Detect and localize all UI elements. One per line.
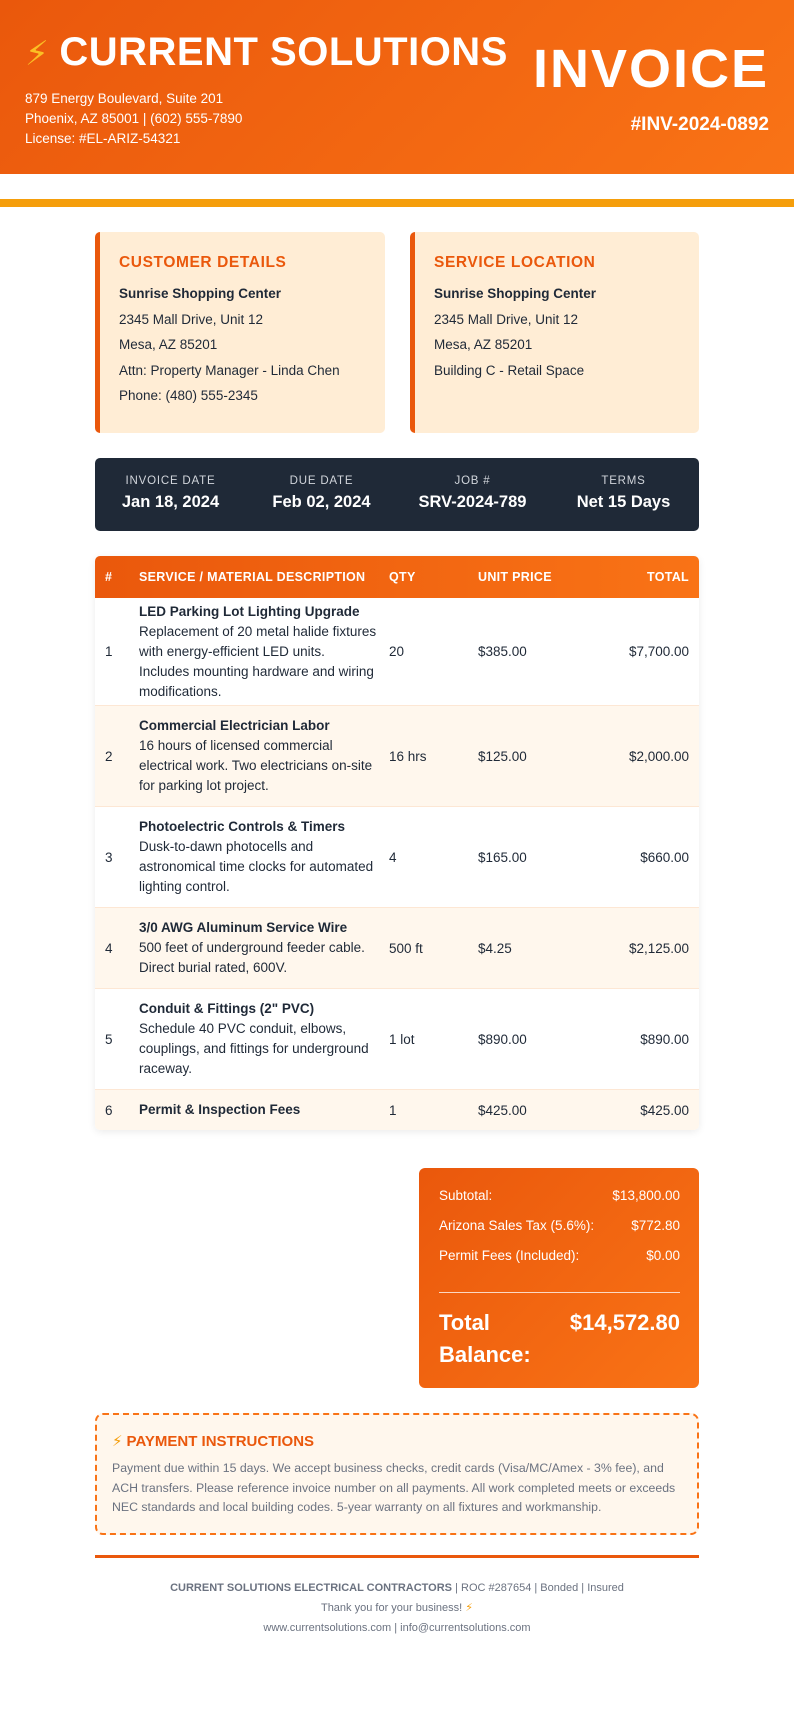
table-row: 6 Permit & Inspection Fees 1 $425.00 $425.00	[95, 1090, 699, 1130]
table-row: 3 Photoelectric Controls & Timers Dusk-to-dawn photocells and astronomical time clocks for automated lighting control. 4 $165.00 $660.00	[95, 807, 699, 908]
customer-details-card	[95, 232, 385, 433]
meta-job-number: JOB # SRV-2024-789	[418, 475, 527, 511]
footer	[95, 1578, 699, 1638]
invoice-number: #INV-2024-0892	[630, 114, 769, 135]
invoice-title: INVOICE	[532, 39, 769, 99]
subtotal-row: Subtotal: $13,800.00	[439, 1188, 680, 1203]
total-balance-row: Total Balance: $14,572.80	[439, 1310, 680, 1367]
line-items-table	[95, 556, 699, 1130]
company-name: ⚡ CURRENT SOLUTIONS	[25, 30, 508, 74]
service-location-card	[410, 232, 699, 433]
totals-box	[419, 1168, 699, 1388]
customer-line: Attn: Property Manager - Linda Chen	[119, 362, 340, 378]
footer-thanks: Thank you for your business!	[320, 1602, 463, 1614]
customer-line: 2345 Mall Drive, Unit 12	[119, 311, 264, 327]
location-line: Building C - Retail Space	[434, 362, 585, 378]
table-row: 4 3/0 AWG Aluminum Service Wire 500 feet of underground feeder cable. Direct burial rated, 600V. 500 ft $4.25 $2,125.00	[95, 908, 699, 989]
payment-text: Payment due within 15 days. We accept business checks, credit cards (Visa/MC/Amex - 3% fee), and ACH transfers. Please reference invoice number on all payments. All work completed meets or exceeds NEC standards and local building codes. 5-year warranty on all fixtures and workmanship.	[112, 1461, 676, 1514]
table-header: # SERVICE / MATERIAL DESCRIPTION QTY UNIT PRICE TOTAL	[95, 556, 699, 598]
location-name: Sunrise Shopping Center	[434, 286, 597, 301]
lightning-bolt-icon: ⚡	[25, 35, 50, 73]
table-row: 2 Commercial Electrician Labor 16 hours of licensed commercial electrical work. Two electricians on-site for parking lot project. 16 hrs $125.00 $2,000.00	[95, 706, 699, 807]
customer-details-heading: CUSTOMER DETAILS	[119, 254, 287, 271]
payment-heading: ⚡ PAYMENT INSTRUCTIONS	[112, 1433, 315, 1450]
footer-contact: www.currentsolutions.com | info@currentsolutions.com	[263, 1622, 531, 1634]
meta-terms: TERMS Net 15 Days	[576, 475, 671, 511]
footer-divider	[95, 1555, 699, 1558]
footer-company: CURRENT SOLUTIONS ELECTRICAL CONTRACTORS	[170, 1582, 453, 1594]
footer-credentials: | ROC #287654 | Bonded | Insured	[452, 1582, 624, 1594]
meta-invoice-date: INVOICE DATE Jan 18, 2024	[121, 475, 220, 511]
invoice-meta-bar	[95, 458, 699, 531]
lightning-bolt-icon: ⚡	[465, 1602, 474, 1614]
table-row: 5 Conduit & Fittings (2" PVC) Schedule 40 PVC conduit, elbows, couplings, and fittings for underground raceway. 1 lot $890.00 $890.00	[95, 989, 699, 1090]
lightning-bolt-icon: ⚡	[112, 1433, 123, 1450]
location-line: 2345 Mall Drive, Unit 12	[434, 311, 579, 327]
invoice-header	[0, 0, 794, 174]
customer-phone: Phone: (480) 555-2345	[119, 388, 258, 403]
accent-stripe	[0, 199, 794, 207]
payment-instructions	[95, 1413, 699, 1535]
customer-line: Mesa, AZ 85201	[119, 337, 218, 352]
meta-due-date: DUE DATE Feb 02, 2024	[272, 475, 371, 511]
company-address: 879 Energy Boulevard, Suite 201 Phoenix, AZ 85001 | (602) 555-7890 License: #EL-ARIZ-54321	[25, 91, 243, 146]
location-line: Mesa, AZ 85201	[434, 337, 533, 352]
table-row: 1 LED Parking Lot Lighting Upgrade Replacement of 20 metal halide fixtures with energy-efficient LED units. Includes mounting hardware and wiring modifications. 20 $385.00 $7,700.00	[95, 598, 699, 706]
service-location-heading: SERVICE LOCATION	[434, 254, 596, 271]
tax-row: Arizona Sales Tax (5.6%): $772.80	[439, 1218, 680, 1233]
customer-name: Sunrise Shopping Center	[119, 286, 282, 301]
totals-divider	[439, 1292, 680, 1293]
permit-fees-row: Permit Fees (Included): $0.00	[439, 1248, 680, 1263]
